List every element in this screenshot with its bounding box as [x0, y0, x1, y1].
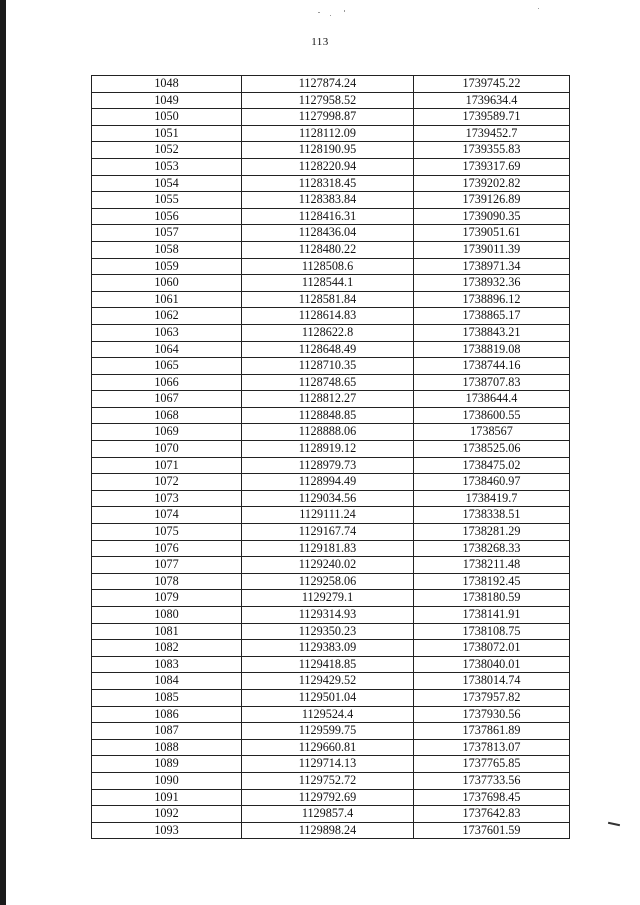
x-coordinate-cell: 1128812.27 — [242, 391, 414, 408]
x-coordinate-cell: 1128544.1 — [242, 275, 414, 292]
x-coordinate-cell: 1129167.74 — [242, 524, 414, 541]
x-coordinate-cell: 1128508.6 — [242, 258, 414, 275]
scan-dash-mark — [608, 822, 620, 826]
table-row — [92, 806, 570, 823]
x-coordinate-cell: 1129314.93 — [242, 607, 414, 624]
scan-speck — [344, 10, 345, 12]
x-coordinate-cell: 1128622.8 — [242, 324, 414, 341]
y-coordinate-cell: 1738896.12 — [414, 291, 570, 308]
table-row — [92, 607, 570, 624]
y-coordinate-cell: 1738971.34 — [414, 258, 570, 275]
point-number-cell: 1083 — [92, 656, 242, 673]
point-number-cell: 1053 — [92, 158, 242, 175]
x-coordinate-cell: 1129034.56 — [242, 490, 414, 507]
table-row — [92, 424, 570, 441]
y-coordinate-cell: 1739051.61 — [414, 225, 570, 242]
y-coordinate-cell: 1738211.48 — [414, 557, 570, 574]
y-coordinate-cell: 1737733.56 — [414, 772, 570, 789]
y-coordinate-cell: 1738180.59 — [414, 590, 570, 607]
table-row — [92, 772, 570, 789]
table-row — [92, 723, 570, 740]
point-number-cell: 1089 — [92, 756, 242, 773]
y-coordinate-cell: 1737601.59 — [414, 822, 570, 839]
y-coordinate-cell: 1739589.71 — [414, 109, 570, 126]
table-row — [92, 324, 570, 341]
table-row — [92, 656, 570, 673]
x-coordinate-cell: 1129714.13 — [242, 756, 414, 773]
y-coordinate-cell: 1738600.55 — [414, 407, 570, 424]
y-coordinate-cell: 1738475.02 — [414, 457, 570, 474]
table-row — [92, 341, 570, 358]
y-coordinate-cell: 1739090.35 — [414, 208, 570, 225]
point-number-cell: 1064 — [92, 341, 242, 358]
y-coordinate-cell: 1739202.82 — [414, 175, 570, 192]
point-number-cell: 1063 — [92, 324, 242, 341]
y-coordinate-cell: 1737765.85 — [414, 756, 570, 773]
y-coordinate-cell: 1739011.39 — [414, 241, 570, 258]
table-row — [92, 142, 570, 159]
table-row — [92, 573, 570, 590]
x-coordinate-cell: 1128383.84 — [242, 192, 414, 209]
x-coordinate-cell: 1128220.94 — [242, 158, 414, 175]
table-row — [92, 490, 570, 507]
y-coordinate-cell: 1738338.51 — [414, 507, 570, 524]
y-coordinate-cell: 1737698.45 — [414, 789, 570, 806]
table-row — [92, 92, 570, 109]
point-number-cell: 1065 — [92, 358, 242, 375]
table-row — [92, 673, 570, 690]
table-row — [92, 225, 570, 242]
x-coordinate-cell: 1129752.72 — [242, 772, 414, 789]
point-number-cell: 1073 — [92, 490, 242, 507]
point-number-cell: 1076 — [92, 540, 242, 557]
y-coordinate-cell: 1739317.69 — [414, 158, 570, 175]
table-row — [92, 175, 570, 192]
table-row — [92, 125, 570, 142]
x-coordinate-cell: 1129111.24 — [242, 507, 414, 524]
table-row — [92, 557, 570, 574]
point-number-cell: 1059 — [92, 258, 242, 275]
y-coordinate-cell: 1738072.01 — [414, 640, 570, 657]
point-number-cell: 1050 — [92, 109, 242, 126]
y-coordinate-cell: 1738567 — [414, 424, 570, 441]
table-row — [92, 640, 570, 657]
x-coordinate-cell: 1128979.73 — [242, 457, 414, 474]
y-coordinate-cell: 1738268.33 — [414, 540, 570, 557]
point-number-cell: 1058 — [92, 241, 242, 258]
point-number-cell: 1085 — [92, 689, 242, 706]
x-coordinate-cell: 1129792.69 — [242, 789, 414, 806]
point-number-cell: 1079 — [92, 590, 242, 607]
table-row — [92, 540, 570, 557]
table-row — [92, 258, 570, 275]
y-coordinate-cell: 1738108.75 — [414, 623, 570, 640]
x-coordinate-cell: 1128318.45 — [242, 175, 414, 192]
table-row — [92, 308, 570, 325]
x-coordinate-cell: 1127874.24 — [242, 76, 414, 93]
y-coordinate-cell: 1739355.83 — [414, 142, 570, 159]
point-number-cell: 1061 — [92, 291, 242, 308]
scan-speck — [538, 8, 539, 9]
x-coordinate-cell: 1128436.04 — [242, 225, 414, 242]
y-coordinate-cell: 1738192.45 — [414, 573, 570, 590]
y-coordinate-cell: 1738460.97 — [414, 474, 570, 491]
point-number-cell: 1072 — [92, 474, 242, 491]
x-coordinate-cell: 1128648.49 — [242, 341, 414, 358]
table-row — [92, 441, 570, 458]
x-coordinate-cell: 1128888.06 — [242, 424, 414, 441]
x-coordinate-cell: 1128710.35 — [242, 358, 414, 375]
y-coordinate-cell: 1737861.89 — [414, 723, 570, 740]
x-coordinate-cell: 1127958.52 — [242, 92, 414, 109]
point-number-cell: 1081 — [92, 623, 242, 640]
table-row — [92, 208, 570, 225]
point-number-cell: 1066 — [92, 374, 242, 391]
y-coordinate-cell: 1738040.01 — [414, 656, 570, 673]
point-number-cell: 1080 — [92, 607, 242, 624]
x-coordinate-cell: 1129857.4 — [242, 806, 414, 823]
point-number-cell: 1060 — [92, 275, 242, 292]
point-number-cell: 1093 — [92, 822, 242, 839]
y-coordinate-cell: 1737930.56 — [414, 706, 570, 723]
point-number-cell: 1052 — [92, 142, 242, 159]
y-coordinate-cell: 1738932.36 — [414, 275, 570, 292]
x-coordinate-cell: 1129524.4 — [242, 706, 414, 723]
y-coordinate-cell: 1738419.7 — [414, 490, 570, 507]
x-coordinate-cell: 1129599.75 — [242, 723, 414, 740]
x-coordinate-cell: 1129181.83 — [242, 540, 414, 557]
y-coordinate-cell: 1738744.16 — [414, 358, 570, 375]
table-body — [92, 76, 570, 839]
point-number-cell: 1055 — [92, 192, 242, 209]
x-coordinate-cell: 1128190.95 — [242, 142, 414, 159]
y-coordinate-cell: 1738843.21 — [414, 324, 570, 341]
y-coordinate-cell: 1738865.17 — [414, 308, 570, 325]
x-coordinate-cell: 1128848.85 — [242, 407, 414, 424]
x-coordinate-cell: 1129418.85 — [242, 656, 414, 673]
x-coordinate-cell: 1129258.06 — [242, 573, 414, 590]
table-row — [92, 76, 570, 93]
y-coordinate-cell: 1738141.91 — [414, 607, 570, 624]
x-coordinate-cell: 1128919.12 — [242, 441, 414, 458]
table-row — [92, 623, 570, 640]
table-row — [92, 407, 570, 424]
coordinates-table-container — [91, 75, 569, 839]
point-number-cell: 1084 — [92, 673, 242, 690]
point-number-cell: 1087 — [92, 723, 242, 740]
y-coordinate-cell: 1739745.22 — [414, 76, 570, 93]
table-row — [92, 192, 570, 209]
coordinates-table — [91, 75, 570, 839]
table-row — [92, 524, 570, 541]
point-number-cell: 1067 — [92, 391, 242, 408]
point-number-cell: 1086 — [92, 706, 242, 723]
y-coordinate-cell: 1738281.29 — [414, 524, 570, 541]
scan-speck — [318, 12, 320, 13]
scan-left-edge — [0, 0, 6, 905]
point-number-cell: 1049 — [92, 92, 242, 109]
y-coordinate-cell: 1739634.4 — [414, 92, 570, 109]
x-coordinate-cell: 1129279.1 — [242, 590, 414, 607]
y-coordinate-cell: 1738707.83 — [414, 374, 570, 391]
table-row — [92, 689, 570, 706]
point-number-cell: 1062 — [92, 308, 242, 325]
y-coordinate-cell: 1738014.74 — [414, 673, 570, 690]
x-coordinate-cell: 1129240.02 — [242, 557, 414, 574]
x-coordinate-cell: 1129660.81 — [242, 739, 414, 756]
y-coordinate-cell: 1738644.4 — [414, 391, 570, 408]
table-row — [92, 241, 570, 258]
x-coordinate-cell: 1128112.09 — [242, 125, 414, 142]
x-coordinate-cell: 1128614.83 — [242, 308, 414, 325]
y-coordinate-cell: 1739126.89 — [414, 192, 570, 209]
table-row — [92, 457, 570, 474]
x-coordinate-cell: 1128480.22 — [242, 241, 414, 258]
x-coordinate-cell: 1129898.24 — [242, 822, 414, 839]
y-coordinate-cell: 1737642.83 — [414, 806, 570, 823]
y-coordinate-cell: 1738525.06 — [414, 441, 570, 458]
point-number-cell: 1056 — [92, 208, 242, 225]
table-row — [92, 739, 570, 756]
point-number-cell: 1090 — [92, 772, 242, 789]
table-row — [92, 275, 570, 292]
point-number-cell: 1048 — [92, 76, 242, 93]
point-number-cell: 1078 — [92, 573, 242, 590]
y-coordinate-cell: 1737813.07 — [414, 739, 570, 756]
table-row — [92, 158, 570, 175]
table-row — [92, 358, 570, 375]
table-row — [92, 706, 570, 723]
x-coordinate-cell: 1129350.23 — [242, 623, 414, 640]
table-row — [92, 374, 570, 391]
point-number-cell: 1071 — [92, 457, 242, 474]
point-number-cell: 1082 — [92, 640, 242, 657]
point-number-cell: 1077 — [92, 557, 242, 574]
page-number: 113 — [311, 36, 329, 48]
table-row — [92, 789, 570, 806]
x-coordinate-cell: 1128994.49 — [242, 474, 414, 491]
point-number-cell: 1051 — [92, 125, 242, 142]
x-coordinate-cell: 1128416.31 — [242, 208, 414, 225]
point-number-cell: 1057 — [92, 225, 242, 242]
table-row — [92, 590, 570, 607]
point-number-cell: 1075 — [92, 524, 242, 541]
scan-speck — [330, 15, 331, 16]
point-number-cell: 1092 — [92, 806, 242, 823]
table-row — [92, 291, 570, 308]
table-row — [92, 507, 570, 524]
x-coordinate-cell: 1128748.65 — [242, 374, 414, 391]
x-coordinate-cell: 1127998.87 — [242, 109, 414, 126]
point-number-cell: 1088 — [92, 739, 242, 756]
x-coordinate-cell: 1128581.84 — [242, 291, 414, 308]
x-coordinate-cell: 1129383.09 — [242, 640, 414, 657]
point-number-cell: 1074 — [92, 507, 242, 524]
x-coordinate-cell: 1129429.52 — [242, 673, 414, 690]
point-number-cell: 1091 — [92, 789, 242, 806]
x-coordinate-cell: 1129501.04 — [242, 689, 414, 706]
table-row — [92, 474, 570, 491]
y-coordinate-cell: 1739452.7 — [414, 125, 570, 142]
y-coordinate-cell: 1738819.08 — [414, 341, 570, 358]
y-coordinate-cell: 1737957.82 — [414, 689, 570, 706]
table-row — [92, 756, 570, 773]
point-number-cell: 1068 — [92, 407, 242, 424]
table-row — [92, 109, 570, 126]
point-number-cell: 1070 — [92, 441, 242, 458]
point-number-cell: 1054 — [92, 175, 242, 192]
table-row — [92, 822, 570, 839]
table-row — [92, 391, 570, 408]
point-number-cell: 1069 — [92, 424, 242, 441]
